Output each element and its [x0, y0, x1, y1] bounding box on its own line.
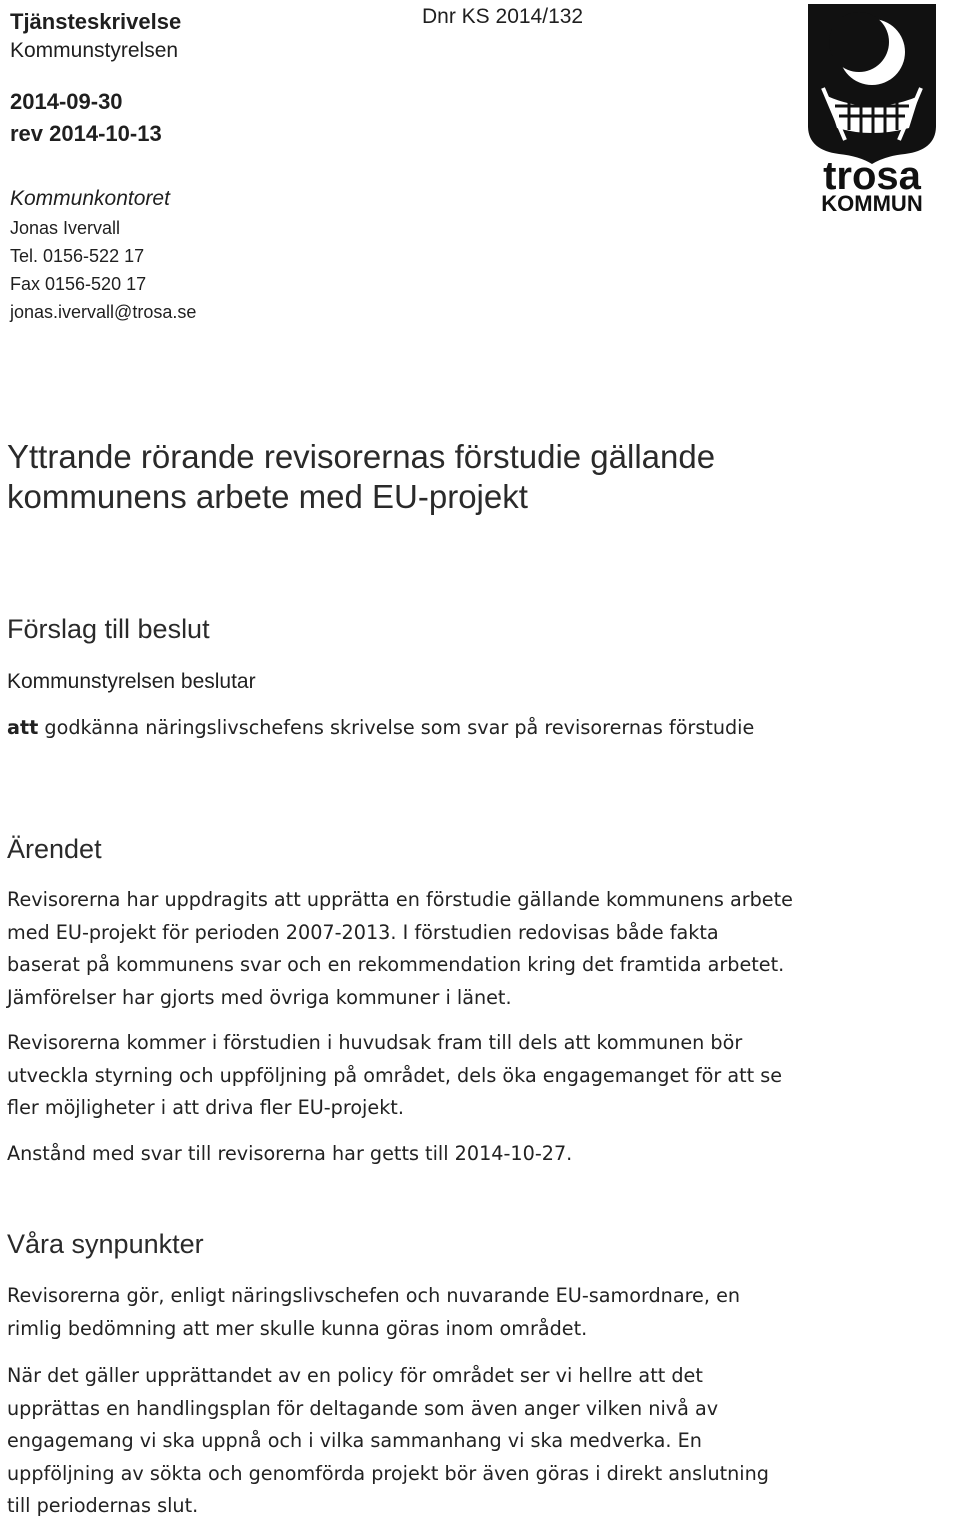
views-body — [7, 1280, 959, 1536]
document-header — [10, 8, 196, 326]
proposal-subheading: Kommunstyrelsen beslutar — [7, 670, 256, 693]
logo-wordmark: trosa — [823, 154, 921, 198]
decision-text — [7, 712, 754, 745]
logo-subtext: KOMMUN — [821, 191, 923, 214]
matter-paragraph: Revisorerna har uppdragits att upprätta en förstudie gällande kommunens arbete med EU-projekt för perioden 2007-2013. I förstudien redovisas både fakta baserat på kommunens svar och en rekommendation kring det framtida arbetet. Jämförelser har gjorts med övriga kommuner i länet. — [7, 888, 793, 1009]
office-name: Kommunkontoret — [10, 187, 170, 210]
trosa-kommun-logo — [805, 4, 939, 214]
revision-date: rev 2014-10-13 — [10, 121, 162, 146]
views-paragraph: När det gäller upprättandet av en policy för området ser vi hellre att det upprättas en handlingsplan för deltagande som även anger vilken nivå av engagemang vi ska uppnå och i vilka sammanhang vi ska medverka. En uppföljning av sökta och genomförda projekt bör även göras i direkt anslutning till periodernas slut. — [7, 1364, 769, 1517]
document-title: Yttrande rörande revisorernas förstudie gällande kommunens arbete med EU-projekt — [7, 438, 716, 515]
document-date: 2014-09-30 — [10, 89, 123, 114]
matter-paragraph: Anstånd med svar till revisorerna har getts till 2014-10-27. — [7, 1141, 573, 1165]
views-paragraph: Revisorerna gör, enligt näringslivschefen och nuvarande EU-samordnare, en rimlig bedömning att mer skulle kunna göras inom området. — [7, 1284, 741, 1340]
matter-paragraph: Revisorerna kommer i förstudien i huvudsak fram till dels att kommunen bör utveckla styrning och uppföljning på området, dels öka engagemanget för att se fler möjligheter i att driva fler EU-projekt. — [7, 1031, 783, 1119]
document-type: Tjänsteskrivelse — [10, 9, 182, 34]
contact-email: jonas.ivervall@trosa.se — [10, 302, 197, 322]
att-word: att — [7, 716, 39, 739]
contact-phone: Tel. 0156-522 17 — [10, 246, 145, 266]
contact-name: Jonas Ivervall — [10, 218, 121, 238]
proposal-heading: Förslag till beslut — [7, 614, 210, 644]
matter-body — [7, 884, 959, 1183]
matter-heading: Ärendet — [7, 834, 102, 864]
decision-body: godkänna näringslivschefens skrivelse som svar på revisorernas förstudie — [38, 716, 755, 739]
reference-number: Dnr KS 2014/132 — [422, 5, 584, 28]
contact-fax: Fax 0156-520 17 — [10, 274, 147, 294]
board-name: Kommunstyrelsen — [10, 39, 179, 62]
views-heading: Våra synpunkter — [7, 1229, 204, 1259]
